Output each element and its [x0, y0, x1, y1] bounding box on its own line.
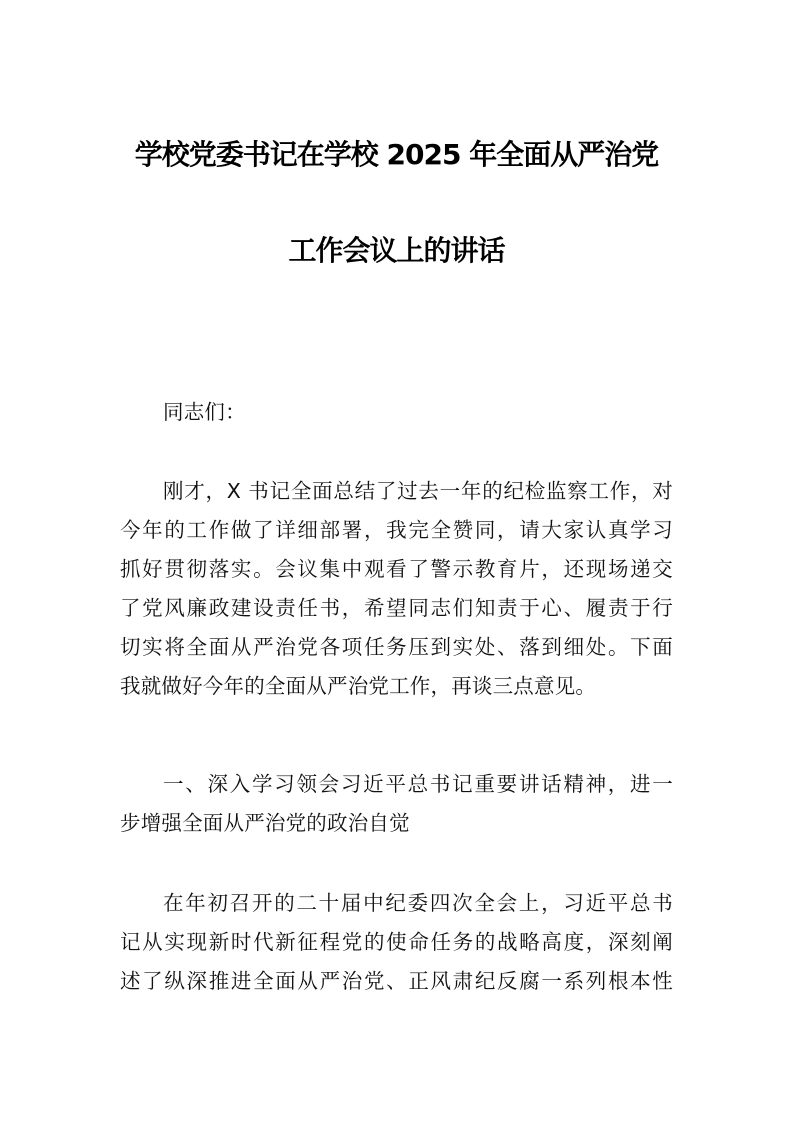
paragraph-1-line: 切实将全面从严治党各项任务压到实处、落到细处。下面 — [120, 635, 673, 659]
section-heading-line: 步增强全面从严治党的政治自觉 — [120, 811, 410, 835]
paragraph-1-line: 了党风廉政建设责任书，希望同志们知责于心、履责于行 — [120, 596, 673, 620]
section-heading-1 — [120, 765, 673, 843]
paragraph-2-line: 在年初召开的二十届中纪委四次全会上，习近平总书 — [163, 891, 673, 915]
greeting: 同志们： — [163, 400, 246, 424]
paragraph-1-line: 刚才，X 书记全面总结了过去一年的纪检监察工作，对 — [163, 479, 673, 503]
paragraph-2-line: 记从实现新时代新征程党的使命任务的战略高度，深刻阐 — [120, 930, 673, 954]
paragraph-2 — [120, 884, 673, 1001]
paragraph-1 — [120, 472, 673, 706]
paragraph-1-line: 今年的工作做了详细部署，我完全赞同，请大家认真学习 — [120, 518, 673, 542]
paragraph-1-line: 我就做好今年的全面从严治党工作，再谈三点意见。 — [120, 674, 597, 698]
document-title-line-1: 学校党委书记在学校 2025 年全面从严治党 — [134, 138, 659, 171]
document-title-line-2: 工作会议上的讲话 — [288, 234, 505, 267]
section-heading-line: 一、深入学习领会习近平总书记重要讲话精神，进一 — [163, 772, 673, 796]
paragraph-1-line: 抓好贯彻落实。会议集中观看了警示教育片，还现场递交 — [120, 557, 673, 581]
paragraph-2-line: 述了纵深推进全面从严治党、正风肃纪反腐一系列根本性 — [120, 969, 673, 993]
